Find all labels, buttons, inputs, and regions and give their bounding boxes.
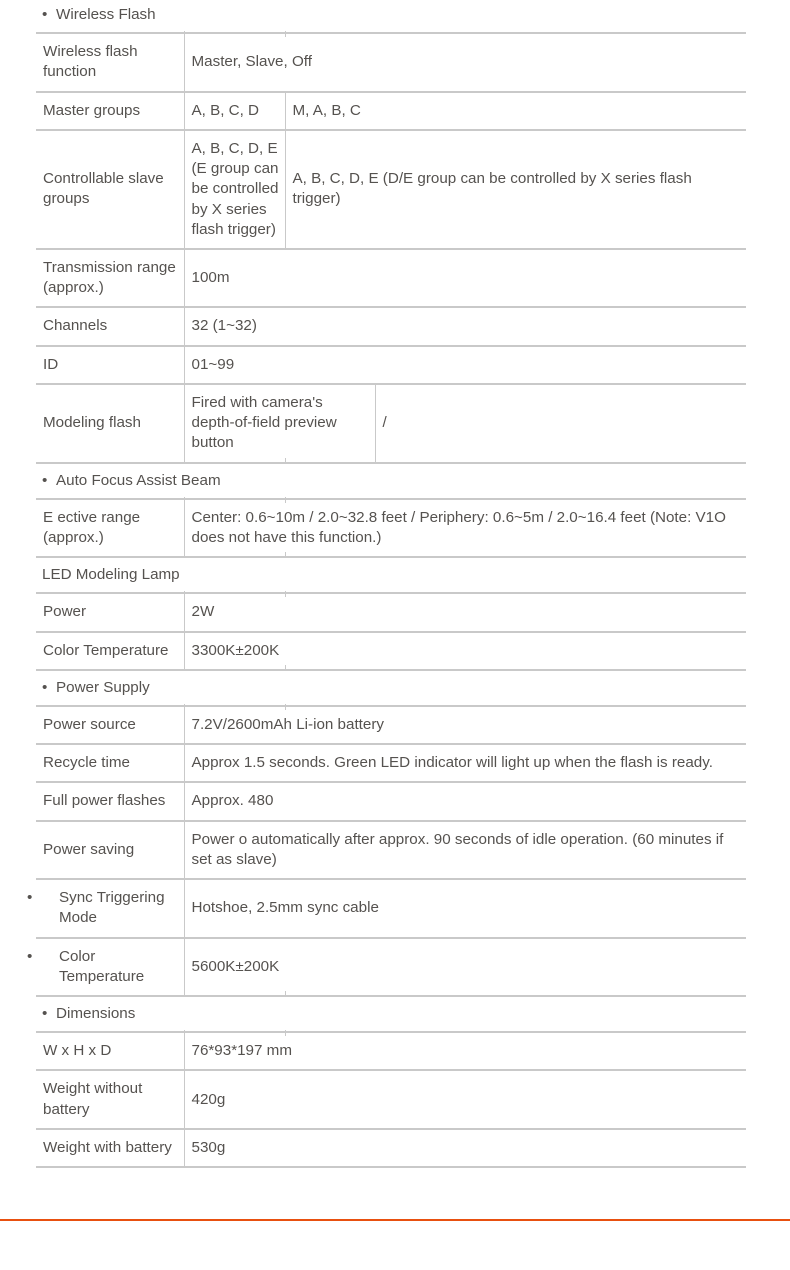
row-value: 76*93*197 mm [184,1032,746,1070]
section-header-cell [36,996,746,1032]
row-value: Center: 0.6~10m / 2.0~32.8 feet / Periphery: 0.6~5m / 2.0~16.4 feet (Note: V1O does not have this function.) [184,499,746,557]
section-header-power-supply [36,670,746,706]
row-label: Recycle time [36,744,184,782]
table-row [36,384,746,463]
section-title: Dimensions [56,1005,136,1022]
section-header-wireless-flash [36,0,746,33]
row-label: Weight with battery [36,1129,184,1167]
table-row [36,821,746,879]
column-divider-stub [184,552,185,557]
section-title: LED Modeling Lamp [42,566,180,584]
table-row [36,92,746,130]
row-value: 01~99 [184,346,746,384]
section-title: Wireless Flash [56,6,156,23]
column-divider-stub [285,704,286,710]
table-row [36,744,746,782]
row-label: Controllable slave groups [36,130,184,249]
accent-divider [0,1219,790,1221]
row-label: Full power flashes [36,782,184,820]
table-row [36,1129,746,1167]
section-title: Power Supply [56,678,150,696]
section-header-led-modeling-lamp [36,557,746,593]
section-header-cell [36,0,746,33]
row-value: 7.2V/2600mAh Li-ion battery [184,706,746,744]
section-title: Auto Focus Assist Beam [56,471,221,489]
table-row [36,1032,746,1070]
column-divider-stub [184,31,185,37]
table-row [36,249,746,307]
section-header-cell [36,463,746,499]
bullet-icon: • [42,678,48,696]
table-row [36,879,746,937]
row-label: Weight without battery [36,1070,184,1128]
row-label: Channels [36,307,184,345]
row-value-secondary: A, B, C, D, E (D/E group can be controlled by X series flash trigger) [285,130,746,249]
table-row [36,782,746,820]
section-header-cell [36,557,746,593]
section-header-cell [36,670,746,706]
row-label: W x H x D [36,1032,184,1070]
column-divider-stub [285,591,286,597]
row-label: Power [36,593,184,631]
section-header-dimensions [36,996,746,1032]
column-divider-stub [184,665,185,670]
table-row [36,499,746,557]
table-row [36,307,746,345]
bullet-icon: • [27,889,33,907]
row-label [27,879,184,937]
row-label-text: Sync Triggering Mode [59,889,165,927]
row-value: Master, Slave, Off [184,33,746,91]
row-value: 32 (1~32) [184,307,746,345]
row-value: 2W [184,593,746,631]
row-value-primary: Fired with camera's depth-of-field preview button [184,384,375,463]
table-row [36,130,746,249]
table-row [36,33,746,91]
column-divider-stub [285,458,286,463]
row-value: 100m [184,249,746,307]
table-row [36,938,746,996]
row-label: Power saving [36,821,184,879]
row-label: ID [36,346,184,384]
table-row [36,632,746,670]
row-value-secondary: / [375,384,746,463]
row-label: Master groups [36,92,184,130]
column-divider-stub [285,991,286,996]
column-divider-stub [285,552,286,557]
column-divider-stub [184,1030,185,1036]
table-row [36,1070,746,1128]
column-divider-stub [285,1030,286,1036]
row-value: 5600K±200K [184,938,746,996]
section-header-auto-focus-assist-beam [36,463,746,499]
row-value: 530g [184,1129,746,1167]
row-value: Power o automatically after approx. 90 seconds of idle operation. (60 minutes if set as slave) [184,821,746,879]
column-divider-stub [285,31,286,37]
row-label: Modeling flash [36,384,184,463]
row-label: Wireless flash function [36,33,184,91]
table-row [36,346,746,384]
row-value-primary: A, B, C, D [184,92,285,130]
row-value: Approx 1.5 seconds. Green LED indicator will light up when the flash is ready. [184,744,746,782]
row-label: Transmission range (approx.) [36,249,184,307]
column-divider-stub [285,665,286,670]
bullet-icon: • [42,6,48,23]
column-divider-stub [184,497,185,503]
specification-table [27,0,746,1168]
row-label: Power source [36,706,184,744]
row-value-secondary: M, A, B, C [285,92,746,130]
column-divider-stub [285,497,286,503]
row-label: Color Temperature [36,632,184,670]
row-label: E ective range (approx.) [36,499,184,557]
bullet-icon: • [42,471,48,489]
table-row [36,593,746,631]
column-divider-stub [184,704,185,710]
table-row [36,706,746,744]
bullet-icon: • [27,947,33,965]
row-value: 420g [184,1070,746,1128]
row-label-text: Color Temperature [59,947,145,985]
column-divider-stub [184,458,185,463]
column-divider-stub [184,591,185,597]
row-value-primary: A, B, C, D, E (E group can be controlled by X series flash trigger) [184,130,285,249]
row-value: 3300K±200K [184,632,746,670]
row-value: Approx. 480 [184,782,746,820]
column-divider-stub [184,991,185,996]
row-label [27,938,184,996]
row-value: Hotshoe, 2.5mm sync cable [184,879,746,937]
bullet-icon: • [42,1005,48,1022]
